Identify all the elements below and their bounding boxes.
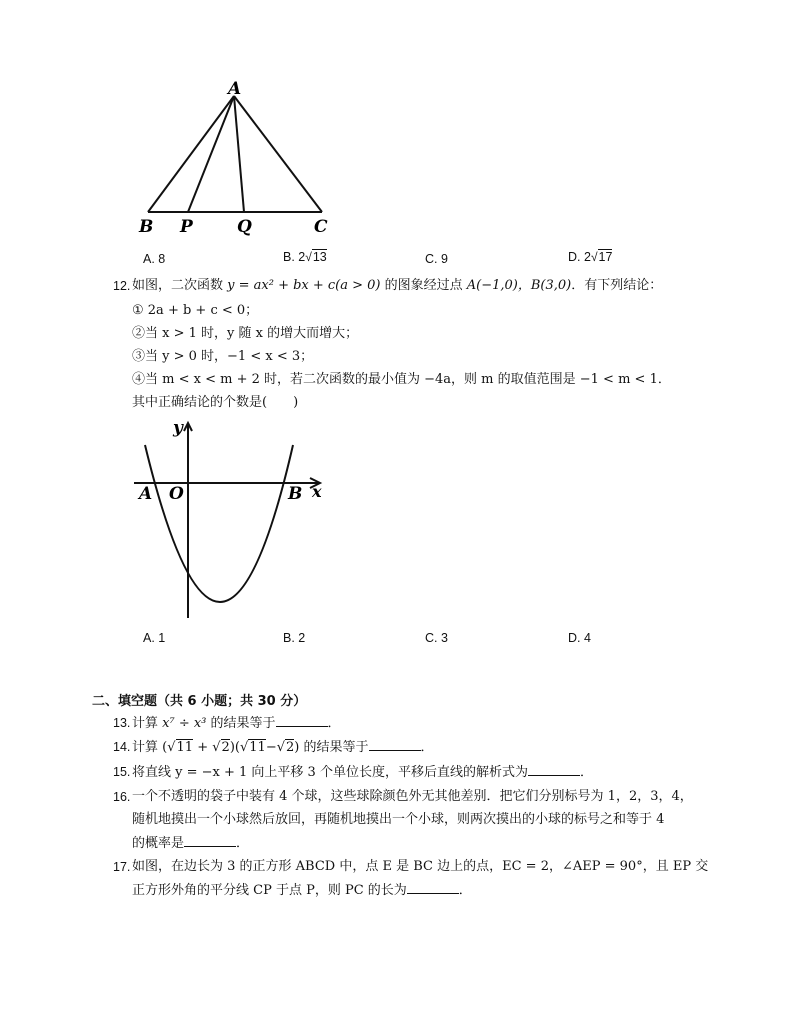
q-end: ． <box>579 765 593 780</box>
label-x: x <box>312 482 322 501</box>
stem-text: 如图，二次函数 <box>132 278 228 293</box>
q-end: ． <box>458 883 472 898</box>
q-text: 计算 ( <box>132 740 168 755</box>
stem-points: A(−1,0)，B(3,0) <box>466 278 572 293</box>
radicand: 13 <box>312 250 327 264</box>
label-P: P <box>180 217 193 237</box>
q12-option-a[interactable]: A. 1 <box>143 631 166 645</box>
q-text: 的结果等于 <box>299 740 369 755</box>
label-C: C <box>314 217 328 237</box>
q-end: ． <box>327 716 341 731</box>
q-end: ． <box>236 836 250 851</box>
radicand: 2 <box>286 740 295 755</box>
option-text: B. 2 <box>283 250 306 264</box>
q15-number: 15. <box>113 765 131 779</box>
q14-number: 14. <box>113 740 131 754</box>
label-y: y <box>173 418 183 438</box>
q-text: 的概率是 <box>132 836 185 851</box>
option-text: D. 2 <box>568 250 591 264</box>
q15-text <box>132 764 593 781</box>
label-B: B <box>288 484 303 504</box>
q17-line-1: 如图，在边长为 3 的正方形 ABCD 中，点 E 是 BC 边上的点，EC = 2，∠AEP = 90°，且 EP 交 <box>132 859 709 874</box>
q12-option-b[interactable]: B. 2 <box>283 631 306 645</box>
q12-conclusion-2: ②当 x > 1 时，y 随 x 的增大而增大； <box>132 326 359 341</box>
section-heading: 二、填空题（共 6 小题；共 30 分） <box>92 694 307 709</box>
q13-text <box>132 715 341 732</box>
radicand: 2 <box>221 740 230 755</box>
q-text: 将直线 y = −x + 1 向上平移 3 个单位长度，平移后直线的解析式为 <box>132 765 528 780</box>
q16-line-3 <box>132 835 249 852</box>
q14-text: 计算 (√11 + √2)(√11−√2) 的结果等于 ． <box>132 740 434 755</box>
q-text: 正方形外角的平分线 CP 于点 P，则 PC 的长为 <box>132 883 407 898</box>
q16-line-2: 随机地摸出一个小球然后放回，再随机地摸出一个小球，则两次摸出的小球的标号之和等于 4 <box>132 812 665 827</box>
q11-option-c[interactable] <box>425 252 448 266</box>
stem-text: 的图象经过点 <box>380 278 467 293</box>
radicand: 11 <box>249 740 266 755</box>
q-op: ) <box>294 740 300 755</box>
answer-blank[interactable] <box>276 715 328 727</box>
answer-blank[interactable] <box>528 764 580 776</box>
q-op: − <box>265 740 277 755</box>
label-Q: Q <box>237 217 252 237</box>
label-O: O <box>169 484 184 504</box>
answer-blank[interactable] <box>184 835 236 847</box>
q17-line-2 <box>132 882 472 899</box>
stem-formula: y = ax² + bx + c(a > 0) <box>227 278 381 293</box>
q-expr: x⁷ ÷ x³ <box>162 716 207 731</box>
q12-number: 12. <box>113 279 131 293</box>
answer-blank[interactable] <box>407 882 459 894</box>
stem-text: ．有下列结论： <box>571 278 663 293</box>
q-text: 计算 <box>132 716 163 731</box>
q12-stem <box>132 278 662 294</box>
radicand: 17 <box>598 250 613 264</box>
q11-option-b[interactable]: B. 2√13 <box>283 250 327 264</box>
q16-number: 16. <box>113 790 131 804</box>
answer-blank[interactable] <box>369 739 421 751</box>
q-end: ． <box>420 740 434 755</box>
q13-number: 13. <box>113 716 131 730</box>
q12-conclusion-4: ④当 m < x < m + 2 时，若二次函数的最小值为 −4a，则 m 的取值范围是 −1 < m < 1． <box>132 372 671 387</box>
option-text: A. 8 <box>143 252 166 266</box>
q-op: + <box>193 740 213 755</box>
q12-conclusion-1: ① 2a + b + c < 0； <box>132 303 259 318</box>
triangle-figure <box>130 78 340 238</box>
q11-option-a[interactable] <box>143 252 165 266</box>
q12-option-d[interactable]: D. 4 <box>568 631 591 645</box>
q12-question: 其中正确结论的个数是( ) <box>132 395 299 410</box>
q11-option-d[interactable]: D. 2√17 <box>568 250 613 264</box>
q-text: 的结果等于 <box>206 716 276 731</box>
option-text: C. 9 <box>425 252 448 266</box>
label-A: A <box>228 79 242 99</box>
q-op: )( <box>229 740 240 755</box>
label-B: B <box>139 217 154 237</box>
q12-option-c[interactable]: C. 3 <box>425 631 448 645</box>
parabola-figure <box>128 413 333 623</box>
q17-number: 17. <box>113 860 131 874</box>
label-A: A <box>139 484 153 504</box>
radicand: 11 <box>176 740 194 755</box>
q12-conclusion-3: ③当 y > 0 时，−1 < x < 3； <box>132 349 314 364</box>
q16-line-1: 一个不透明的袋子中装有 4 个球，这些球除颜色外无其他差别．把它们分别标号为 1，2，3，4， <box>132 789 693 804</box>
